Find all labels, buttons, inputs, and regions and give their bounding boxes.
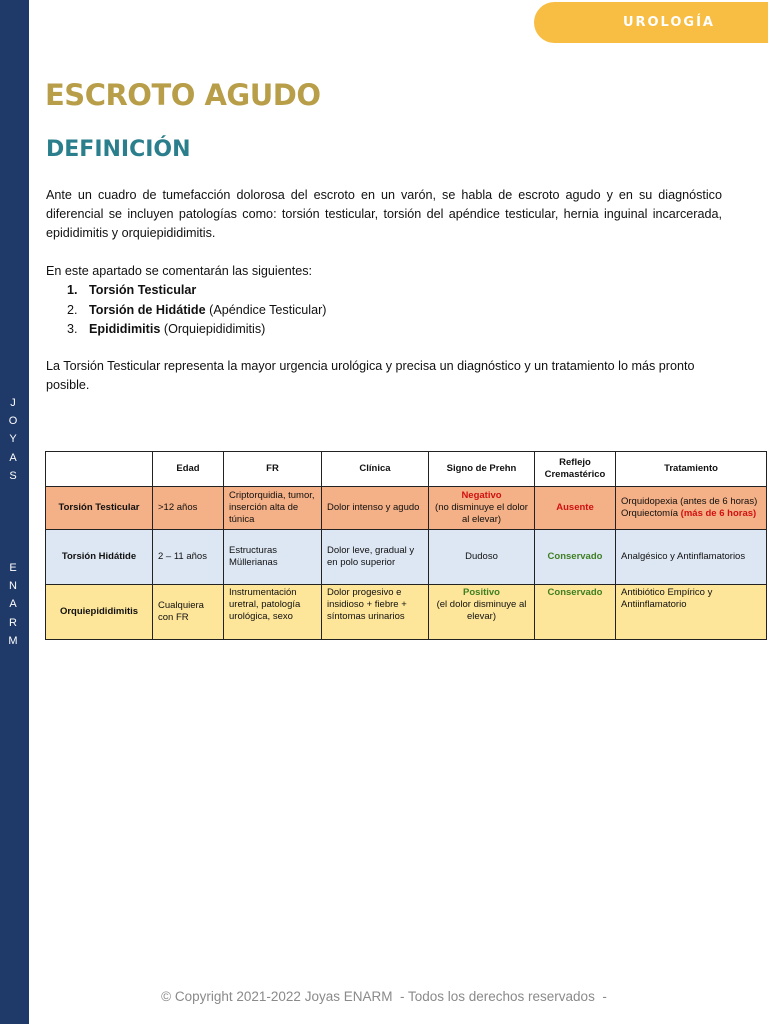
sidebar [0, 0, 29, 1024]
table-row [46, 585, 767, 640]
table-cell: Dolor progesivo e insidioso + fiebre + síntomas urinarios [322, 585, 429, 640]
table-row [46, 530, 767, 585]
list-item-bold: Torsión Testicular [89, 283, 197, 297]
table-cell [616, 487, 767, 530]
list-item [67, 281, 327, 301]
prehn-result: Negativo [461, 490, 502, 501]
sidebar-letter: S [9, 469, 17, 482]
prehn-detail: (no disminuye el dolor al elevar) [435, 502, 528, 525]
table-cell: Dolor leve, gradual y en polo superior [322, 530, 429, 585]
table-header [46, 452, 153, 487]
table-cell: Conservado [535, 530, 616, 585]
table-cell: Antibiótico Empírico y Antiinflamatorio [616, 585, 767, 640]
sidebar-letter: Y [9, 433, 17, 446]
table-cell: Cualquiera con FR [153, 585, 224, 640]
table-cell: >12 años [153, 487, 224, 530]
table-cell: Ausente [535, 487, 616, 530]
table-cell: Conservado [535, 585, 616, 640]
list-item-rest: (Apéndice Testicular) [205, 302, 327, 317]
sidebar-letter: A [9, 598, 17, 611]
table-header-row [46, 452, 767, 487]
list-number: 1. [67, 283, 78, 297]
sidebar-letter: O [8, 415, 18, 428]
table-cell: Criptorquidia, tumor, inserción alta de túnica [224, 487, 322, 530]
treatment-text: Orquiectomía [621, 508, 681, 519]
list-item-rest: (Orquiepididimitis) [160, 322, 266, 336]
urgency-paragraph: La Torsión Testicular representa la mayor urgencia urológica y precisa un diagnóstico y un tratamiento lo más pronto posible. [46, 359, 695, 392]
table-row [46, 487, 767, 530]
treatment-warning: (más de 6 horas) [680, 508, 757, 519]
treatment-line: Orquidopexia (antes de 6 horas) [621, 496, 758, 507]
table-cell: Dolor intenso y agudo [322, 487, 429, 530]
numbered-list [67, 281, 327, 340]
table-cell: Analgésico y Antinflamatorios [616, 530, 767, 585]
sidebar-vertical-text [2, 394, 24, 650]
row-label: Torsión Testicular [46, 487, 153, 530]
treatment-line [621, 508, 761, 520]
table-header: Tratamiento [616, 452, 767, 487]
table-cell [429, 487, 535, 530]
table-cell: Instrumentación uretral, patología urológica, sexo [224, 585, 322, 640]
table-header: Clínica [322, 452, 429, 487]
table-cell: Dudoso [429, 530, 535, 585]
sidebar-letter: A [9, 451, 17, 464]
list-item-bold: Epididimitis [89, 322, 161, 336]
table-header: Signo de Prehn [429, 452, 535, 487]
list-number: 2. [67, 302, 78, 317]
list-item [67, 301, 327, 321]
page-title: ESCROTO AGUDO [45, 78, 321, 112]
table-cell: 2 – 11 años [153, 530, 224, 585]
sidebar-letter: J [10, 397, 16, 409]
table-header: Edad [153, 452, 224, 487]
list-intro-paragraph: En este apartado se comentarán las siguientes: [46, 264, 313, 278]
table-header: Reflejo Cremastérico [535, 452, 616, 487]
list-item [67, 320, 327, 340]
row-label: Orquiepididimitis [46, 585, 153, 640]
copyright-footer: © Copyright 2021-2022 Joyas ENARM - Todos los derechos reservados - [161, 989, 607, 1004]
prehn-detail: (el dolor disminuye al elevar) [436, 599, 527, 622]
sidebar-letter: N [9, 580, 17, 593]
section-subtitle: DEFINICIÓN [46, 137, 191, 162]
table-cell [429, 585, 535, 640]
sidebar-letter: M [8, 634, 18, 647]
list-number: 3. [67, 322, 78, 336]
prehn-result: Positivo [463, 587, 500, 598]
table-header: FR [224, 452, 322, 487]
sidebar-letter: E [9, 561, 17, 574]
row-label: Torsión Hidátide [46, 530, 153, 585]
list-item-bold: Torsión de Hidátide [89, 302, 206, 317]
comparison-table [45, 451, 767, 640]
sidebar-letter: R [9, 616, 17, 629]
section-tab: UROLOGÍA [534, 2, 768, 43]
table-cell: Estructuras Müllerianas [224, 530, 322, 585]
intro-paragraph: Ante un cuadro de tumefacción dolorosa del escroto en un varón, se habla de escroto agudo y en su diagnóstico diferencial se incluyen patologías como: torsión testicular, torsión del apéndice testicular, hernia inguinal incarcerada, epididimitis y orquiepididimitis. [46, 188, 722, 240]
